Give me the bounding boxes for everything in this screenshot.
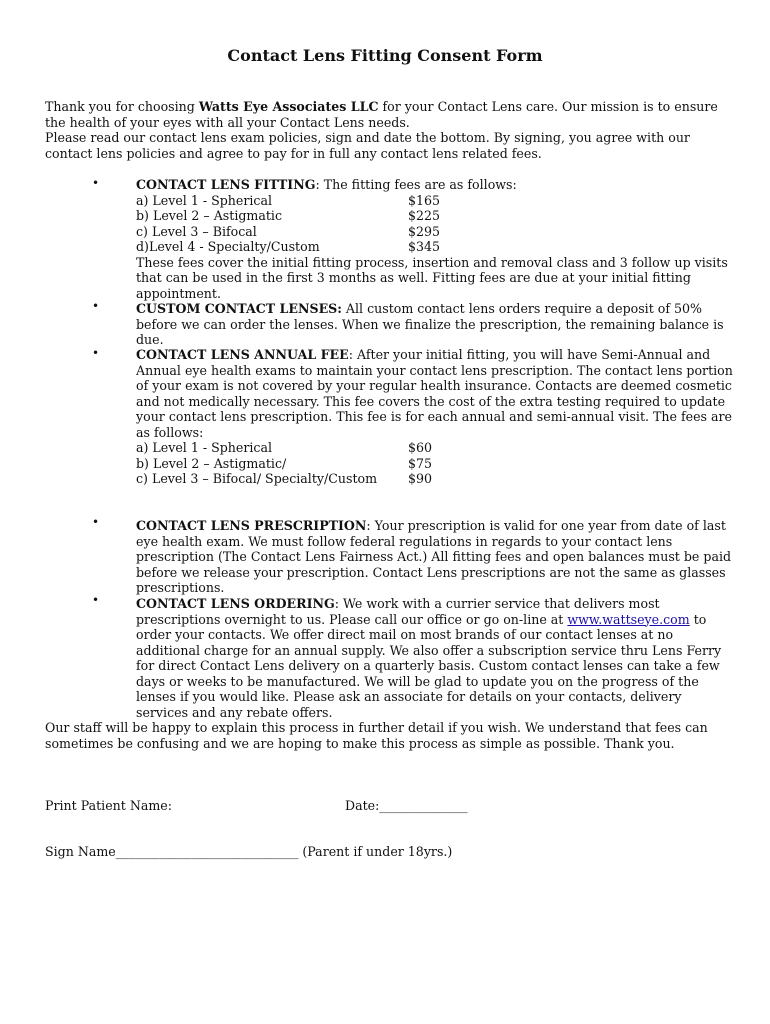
annual-body: : After your initial fitting, you will have Semi-Annual and Annual eye health exams to maintain your contact lens prescription. The contact lens portion of your exam is not covered by your regular health insurance. Contacts are deemed cosmetic and not medically necessary. This fee covers the cost of the extra testing required to update your contact lens prescription. This fee is for each annual and semi-annual visit. The fees are as follows: [136,347,733,440]
fee-amount: $60 [408,440,433,455]
ordering-paragraph [136,596,736,720]
fitting-heading-line [136,177,736,193]
annual-paragraph [136,347,736,440]
fee-label: c) Level 3 – Bifocal [136,223,257,239]
prescription-heading: CONTACT LENS PRESCRIPTION [136,518,367,533]
date-field[interactable]: Date:______________ [345,798,468,813]
ordering-body-b: to order your contacts. We offer direct mail on most brands of our contact lenses at no additional charge for an annual supply. We also offer a subscription service thru Lens Ferry for direct Contact Lens delivery on a quarterly basis. Custom contact lenses can take a few days or weeks to be manufactured. We will be glad to update you on the progress of the lenses if you would like. Please ask an associate for details on your contacts, delivery services and any rebate offers. [136,611,722,720]
custom-heading: CUSTOM CONTACT LENSES: [136,301,342,316]
bullet-dot: • [92,299,100,313]
fitting-heading: CONTACT LENS FITTING [136,177,316,192]
fee-row [136,471,736,487]
section-custom [136,301,736,348]
website-link[interactable]: www.wattseye.com [567,611,690,627]
fee-amount: $345 [408,239,441,254]
section-ordering [136,596,736,720]
fee-row [136,440,736,456]
ordering-body-a: : We work with a currier service that delivers most prescriptions overnight to us. Please call our office or go on-line at [136,596,660,627]
bullet-dot: • [92,593,100,607]
page-title: Contact Lens Fitting Consent Form [227,46,543,65]
intro-section [45,99,735,161]
fee-row [136,224,736,240]
fee-row [136,193,736,209]
closing-paragraph: Our staff will be happy to explain this process in further detail if you wish. We understand that fees can sometimes be confusing and we are hoping to make this process as simple as possible. Thank you. [45,720,708,751]
fee-amount: $165 [408,192,441,208]
fee-amount: $90 [408,471,433,486]
bullet-dot: • [92,176,100,190]
fee-row [136,456,736,472]
annual-heading: CONTACT LENS ANNUAL FEE [136,347,349,362]
sign-name-field[interactable]: Sign Name_____________________________ (Parent if under 18yrs.) [45,844,453,859]
fitting-note: These fees cover the initial fitting process, insertion and removal class and 3 follow up visits that can be used in the first 3 months as well. Fitting fees are due at your initial fitting appointment. [136,254,728,301]
prescription-body: : Your prescription is valid for one year from date of last eye health exam. We must follow federal regulations in regards to your contact lens prescription (The Contact Lens Fairness Act.) All fitting fees and open balances must be paid before we release your prescription. Contact Lens prescriptions are not the same as glasses prescriptions. [136,518,732,595]
custom-paragraph [136,301,736,348]
intro-text-b: for your Contact Lens care. Our mission is to ensure the health of your eyes with all your Contact Lens needs. [45,99,718,130]
intro-paragraph-2: Please read our contact lens exam policies, sign and date the bottom. By signing, you agree with our contact lens policies and agree to pay for in full any contact lens related fees. [45,130,690,161]
fee-amount: $295 [408,223,441,239]
section-annual [136,347,736,487]
prescription-paragraph [136,518,736,596]
intro-paragraph-1 [45,99,735,130]
intro-text-a: Thank you for choosing [45,99,199,114]
fee-amount: $75 [408,455,433,471]
company-name: Watts Eye Associates LLC [198,99,379,114]
fee-amount: $225 [408,208,441,223]
bullet-dot: • [92,515,100,529]
fee-label: b) Level 2 – Astigmatic [136,208,283,223]
fitting-lead: : The fitting fees are as follows: [315,177,517,192]
print-name-label: Print Patient Name: [45,798,172,813]
fee-row [136,239,736,255]
fee-label: b) Level 2 – Astigmatic/ [136,455,287,471]
custom-body: All custom contact lens orders require a deposit of 50% before we can order the lenses. When we finalize the prescription, the remaining balance is due. [136,301,724,347]
fee-label: c) Level 3 – Bifocal/ Specialty/Custom [136,471,378,486]
fee-label: d)Level 4 - Specialty/Custom [136,239,320,254]
fee-label: a) Level 1 - Spherical [136,440,273,455]
section-prescription [136,518,736,596]
bullet-dot: • [92,346,100,360]
fee-label: a) Level 1 - Spherical [136,192,273,208]
fee-row [136,208,736,224]
ordering-heading: CONTACT LENS ORDERING [136,596,335,611]
closing-section [45,720,735,751]
section-fitting [136,177,736,301]
